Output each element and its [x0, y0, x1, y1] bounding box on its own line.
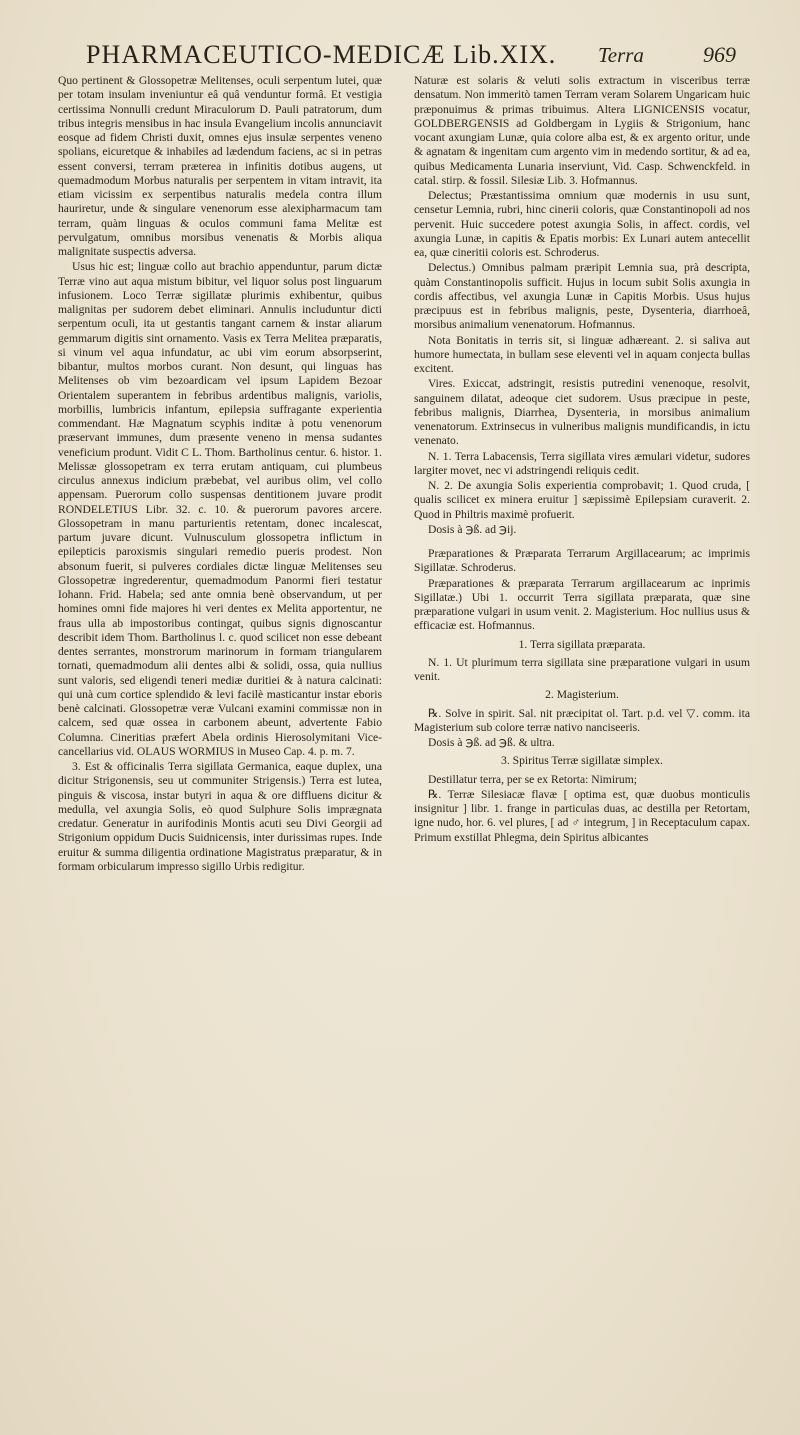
page-header	[86, 40, 776, 74]
page-number: 969	[703, 42, 736, 67]
paragraph-vires: Vires. Exiccat, adstringit, resistis putredini venenoque, resolvit, sanguinem dilatat, adeoque ciet sudorem. Usus præcipue in peste, febribus malignis, Diarrhea, Dysenteria, in morsibus animalium venenatorum. Extrinsecus in vulneribus malignis mundificandis, in ictu venenato.	[414, 377, 750, 448]
paragraph-usus: Usus hic est; linguæ collo aut brachio appenduntur, parum dictæ Terræ vino aut aqua mistum bibitur, vel liquor solus post linguarum infusionem. Loco Terræ sigillatæ plurimis exhibentur, quibus malignitas per sudorem debet eliminari. Annulis includuntur dicti serpentum oculi, ita ut gestantis tangant carnem & instar aliarum gemmarum digitis sint ornamento. Vasis ex Terra Melitea præparatis, si vinum vel aqua infundatur, ac ubi vim eorum absorpserint, bibantur, multos morbos curant. Non desunt, qui linguas has Melitenses ob vim bezoardicam vel ipsum Lapidem Bezoar Orientalem superantem in febribus ardentibus malignis, variolis, morbillis, lumbricis infantum, epilepsia suffragante experientia commendant. Hæ Magnatum scyphis inditæ à potu venenorum præservant immunes, dum præsente veneno in mensa sudantes veneficium produnt. Vidit C L. Thom. Bartholinus centur. 6. histor. 1. Melissæ glossopetram ex terra erutam antiquam, cui plumbeus circulus annexus indicium præbebat, vel auribus olim, vel collo appensam. Puerorum collo suspensas dentitionem juvare prodit RONDELETIUS Libr. 32. c. 10. & puerorum pavores arcere. Glossopetram in manu parturientis retentam, donec incalescat, partum juvare dicunt. Vulnusculum glossopetra inflictum in epilepticis paroxismis singulari remedio pueris prodest. Non absonum fuerit, si pulveres cordiales dictæ linguæ Melitenses seu Glossopetræ ingrederentur, quemadmodum Panormi fieri testatur Iohann. Frid. Habela; sed ante omnia benè observandum, ut per homines omni fide majores hi veri dentes ex Melita apportentur, ne fraus ulla ab impostoribus contingat, quibus signis dignoscantur describit idem Thom. Bartholinus l. c. quod scilicet non esse debeant dentes serrantes, monstrorum marinorum in formam triangularem tornati, quemadmodum alii dentes albi & solidi, ossa, quia nullius sunt valoris, sed eligendi teneri mediæ duritiei & à natura calcinati: qui unà cum cortice splendido & levi facilè masticantur instar eboris benè calcinati. Glossopetræ veræ Vulcani examini commissæ non in calcem, sed quæ ossea in carbonem abeunt, advertente Fabio Columna. Cineritias præfert Abela ordinis Hierosolymitani Vice-cancellarius vid. OLAUS WORMIUS in Museo Cap. 4. p. m. 7.	[58, 260, 382, 758]
paragraph-terra-germanica: 3. Est & officinalis Terra sigillata Germanica, eaque duplex, una dicitur Strigonensis, seu ut communiter Strigensis.) Terra est lutea, pinguis & viscosa, instar butyri in aqua & ore diffluens dicitur & medulla, vel axungia Solis, eò quod Sulphure Solis imprægnata credatur. Generatur in aurifodinis Montis acuti seu Divi Georgii ad Strigonium oppidum Ducis Suidnicensis, inter durissimas rupes. Inde eruitur & summa diligentia ordinatione Magistratus præparatur, & in formam orbicularum impresso sigillo Urbis redigitur.	[58, 760, 382, 873]
paragraph-n2-axungia: N. 2. De axungia Solis experientia comprobavit; 1. Quod cruda, [ qualis scilicet ex minera eruitur ] sæpissimè Epilepsiam curaverit. 2. Quod in Philtris maximè profuerit.	[414, 479, 750, 521]
paragraph-delectus-schroder: Delectus; Præstantissima omnium quæ modernis in usu sunt, censetur Lemnia, rubri, hinc cinerii coloris, quæ Constantinopoli ad nos pervenit. Huic succedere potest axungia Solis, in affect. cordis, vel axungia Lunæ, in capitis & Epatis morbis: Ex Lunari autem antecellit ea, quæ cineritii coloris est. Schroderus.	[414, 189, 750, 259]
paragraph-n1-labacensis: N. 1. Terra Labacensis, Terra sigillata vires æmulari videtur, sudores largiter movet, nec vi adstringendi reliquis cedit.	[414, 449, 750, 477]
dosis-line: Dosis à ℈ß. ad ℈ij.	[428, 522, 517, 536]
paragraph-nota-bonitatis: Nota Bonitatis in terris sit, si linguæ adhæreant. 2. si saliva aut humore humectata, in bullam sese eleventi vel in aquam conjecta bullas excitent.	[414, 333, 750, 375]
heading-praeparationes: Præparationes & Præparata Terrarum Argillacearum; ac imprimis Sigillatæ. Schroderus.	[414, 547, 750, 575]
section-word: Terra	[598, 43, 644, 67]
paragraph-destillatur: Destillatur terra, per se ex Retorta: Nimirum;	[428, 772, 637, 786]
paragraph-n1-praeparatio: N. 1. Ut plurimum terra sigillata sine præparatione vulgari in usum venit.	[414, 655, 750, 683]
heading-magisterium: 2. Magisterium.	[545, 688, 619, 702]
right-column	[414, 74, 750, 846]
left-column	[58, 74, 382, 875]
recipe-spiritus: ℞. Terræ Silesiacæ flavæ [ optima est, quæ duobus monticulis insignitur ] libr. 1. frange in particulas duas, ac destilla per Retortam, igne nudo, hor. 6. vel plures, [ ad ♂ integrum, ] in Receptaculum capax. Primum exstillat Phlegma, dein Spiritus albicantes	[414, 787, 750, 844]
recipe-magisterium: ℞. Solve in spirit. Sal. nit præcipitat ol. Tart. p.d. vel ▽. comm. ita Magisterium sub colore terræ nativo nanciseeris.	[414, 706, 750, 734]
heading-spiritus: 3. Spiritus Terræ sigillatæ simplex.	[501, 754, 663, 768]
heading-terra-sigillata-praeparata: 1. Terra sigillata præparata.	[518, 637, 646, 651]
paragraph-praeparationes: Præparationes & præparata Terrarum argillacearum ac inprimis Sigillatæ.) Ubi 1. occurrit Terra sigillata præparata, quæ sine præparatione vulgari in usum venit. 2. Magisterium. Hoc nullius usus & efficaciæ est. Hofmannus.	[414, 576, 750, 633]
paragraph-delectus-hofmann: Delectus.) Omnibus palmam præripit Lemnia sua, prà descripta, quàm Constantinopolis sufficit. Hujus in locum subit Solis axungia in cordis affectibus, vel axungia Lunæ in Capitis Morbis. Usus hujus præcipuus est in febribus malignis, peste, Dysenteria, diarrhoeâ, morsibus animalium venenatorum. Hofmannus.	[414, 261, 750, 332]
paragraph-naturae: Naturæ est solaris & veluti solis extractum in visceribus terræ densatum. Non immeritò tamen Terram veram Solarem Ungaricam huic præponuimus & primas tribuimus. Altera LIGNICENSIS vocatur, GOLDBERGENSIS ad Goldbergam in Lygiis & Strigonium, hanc vocant axungiam Lunæ, quia colore alba est, & ex argento oritur, unde & agnatam & ingenitam cum argento vim in medendo sortitur, & ad ea, quibus Medicamenta Lunaria inserviunt, Vid. Casp. Schwenckfeld. in catal. stirp. & fossil. Silesiæ Lib. 3. Hofmannus.	[414, 74, 750, 187]
dosis-magisterium: Dosis à ℈ß. ad ℈ß. & ultra.	[428, 736, 555, 749]
running-title: PHARMACEUTICO-MEDICÆ Lib.XIX.	[86, 40, 557, 69]
paragraph-glossopetrae: Quo pertinent & Glossopetræ Melitenses, oculi serpentum lutei, quæ per totam insulam inveniuntur eâ quâ venduntur formâ. Et vestigia certissima Nonnulli credunt Miraculorum D. Pauli patratorum, dum tribus integris mensibus in hac insula Evangelium incolis annunciavit eosque ad fidem Christi duxit, omnes ejus insulæ serpentes veneno spolians, eicuretque & inhabiles ad lædendum faciens, ac si in petras essent conversi, terram præterea in infinitis dotibus augens, ut quemadmodum Morbus naturalis per serpentem in vitam intravit, ita etiam vicissim ex serpentibus naturalis medela contra illum hauriretur, unde & singulare venenorum esse alexipharmacum tam terram, quàm linguas & oculos communi fama Melitæ est pervulgatum, omnibus morsibus venenatis & Morbis aliqua malignitate suspectis adversa.	[58, 74, 382, 258]
